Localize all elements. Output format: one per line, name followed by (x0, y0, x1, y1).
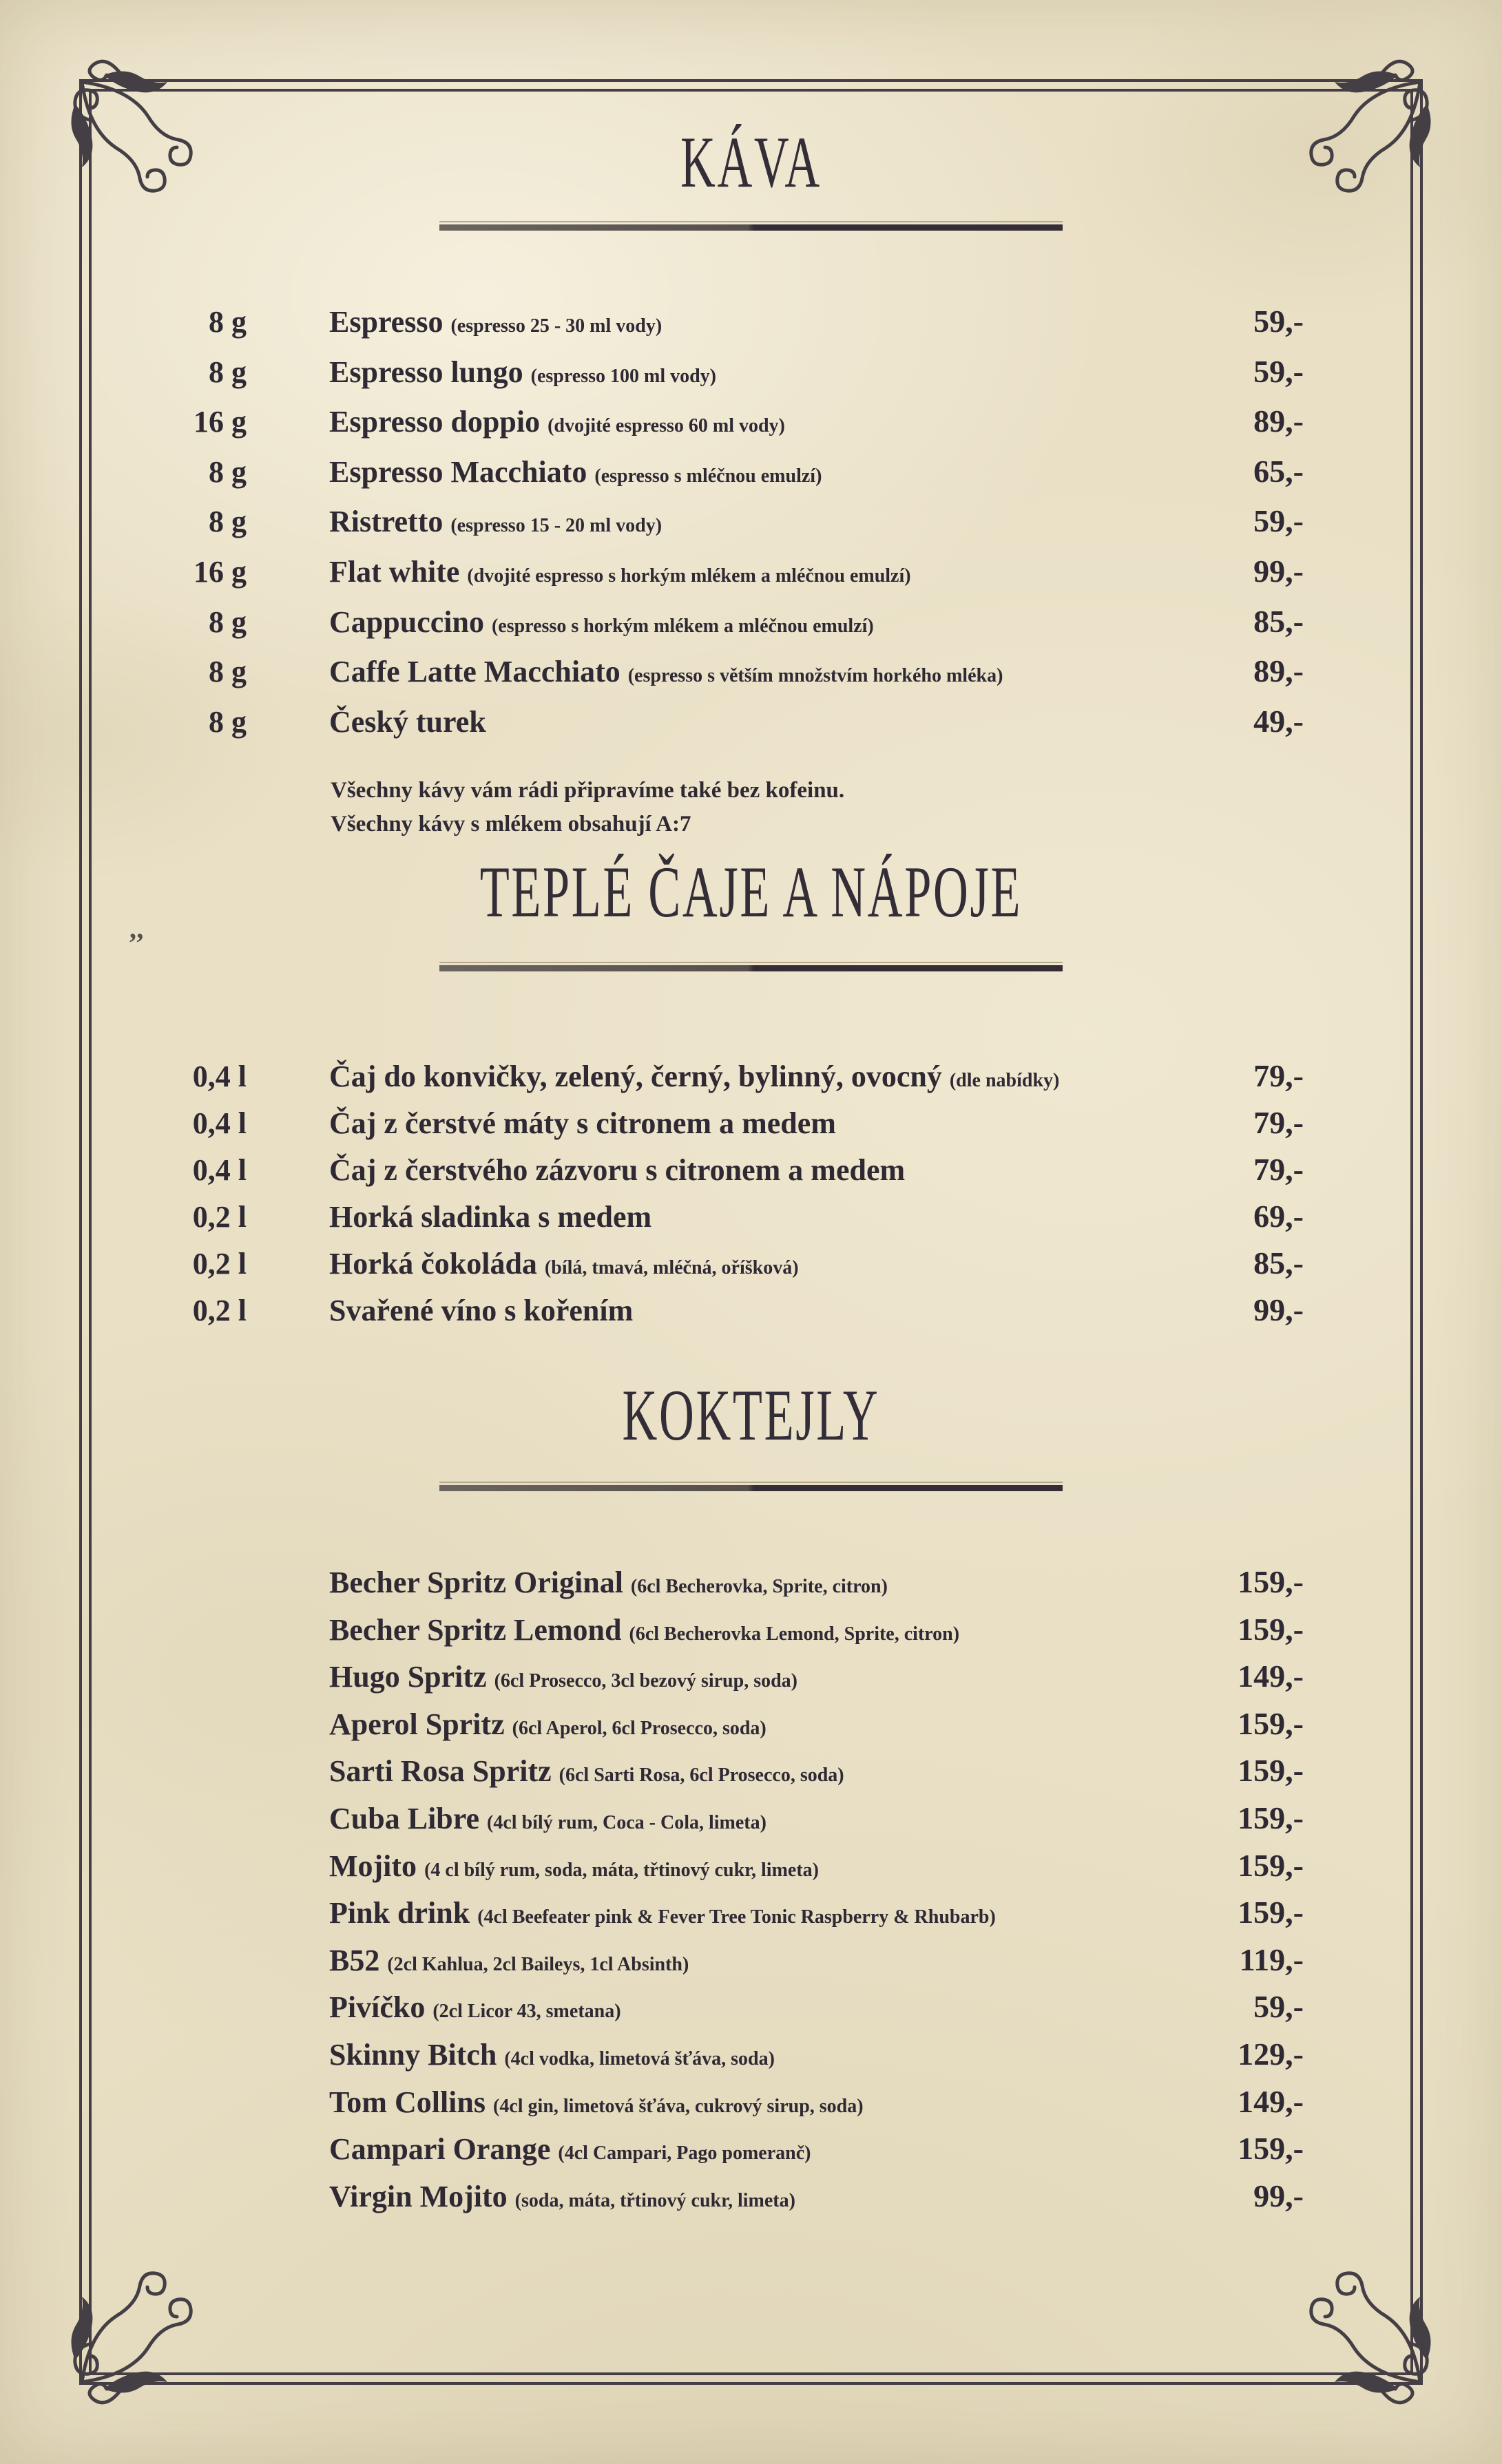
menu-item-row (176, 644, 1304, 695)
menu-item-row (176, 1839, 1304, 1886)
menu-item-row (176, 1143, 1304, 1190)
item-quantity: 8 g (209, 505, 247, 539)
item-description: (2cl Licor 43, smetana) (432, 2001, 621, 2023)
item-description: (dvojité espresso 60 ml vody) (547, 415, 785, 437)
item-price: 89,- (1253, 403, 1304, 439)
divider-thin-line (439, 221, 1063, 222)
item-price: 159,- (1238, 1753, 1304, 1789)
item-name: Mojito (329, 1849, 417, 1883)
section-title-cocktails (0, 1376, 1502, 1456)
item-price: 159,- (1238, 1705, 1304, 1741)
menu-item-row (176, 1190, 1304, 1236)
menu-item-row (176, 494, 1304, 545)
item-price: 79,- (1253, 1152, 1304, 1187)
item-quantity: 8 g (209, 355, 247, 389)
item-name: Pivíčko (329, 1990, 426, 2025)
section-title-text: KÁVA (680, 123, 822, 203)
item-name: Becher Spritz Lemond (329, 1612, 622, 1647)
item-description: (4cl Beefeater pink & Fever Tree Tonic Raspberry & Rhubarb) (477, 1906, 996, 1928)
item-name: Sarti Rosa Spritz (329, 1754, 552, 1789)
tea-item-list (0, 1049, 1502, 1330)
item-price: 85,- (1253, 1245, 1304, 1281)
item-description: (espresso s mléčnou emulzí) (594, 465, 822, 487)
item-price: 159,- (1238, 1895, 1304, 1930)
item-quantity: 16 g (194, 554, 247, 589)
divider-thin-line (439, 1482, 1063, 1483)
item-price: 49,- (1253, 703, 1304, 739)
item-name: Tom Collins (329, 2085, 486, 2119)
item-price: 59,- (1253, 353, 1304, 389)
menu-item-row (176, 2122, 1304, 2169)
menu-item-row (176, 1791, 1304, 1839)
item-description: (4 cl bílý rum, soda, máta, třtinový cukr, limeta) (424, 1859, 819, 1881)
item-name: Flat white (329, 554, 460, 589)
item-name: Virgin Mojito (329, 2179, 508, 2213)
item-description: (espresso 25 - 30 ml vody) (450, 315, 663, 337)
menu-item-row (176, 1744, 1304, 1791)
note-line: Všechny kávy s mlékem obsahují A:7 (331, 812, 691, 836)
item-name: Espresso (329, 305, 444, 339)
menu-item-row (176, 1980, 1304, 2028)
item-name: Čaj z čerstvého zázvoru s citronem a medem (329, 1153, 906, 1187)
item-description: (4cl vodka, limetová šťáva, soda) (504, 2047, 775, 2070)
menu-item-row (176, 2028, 1304, 2075)
item-price: 159,- (1238, 1800, 1304, 1835)
menu-item-row (176, 345, 1304, 395)
item-price: 59,- (1253, 1989, 1304, 2025)
menu-item-row (176, 2075, 1304, 2123)
item-quantity: 0,4 l (192, 1060, 247, 1093)
item-description: (espresso s horkým mlékem a mléčnou emulzí) (491, 615, 874, 637)
item-price: 159,- (1238, 2131, 1304, 2167)
item-quantity: 16 g (194, 405, 247, 439)
divider-bar (439, 1485, 1063, 1491)
item-description: (6cl Prosecco, 3cl bezový sirup, soda) (494, 1670, 797, 1692)
item-name: Espresso Macchiato (329, 454, 587, 489)
item-quantity: 0,2 l (192, 1247, 247, 1281)
menu-item-row (176, 695, 1304, 745)
item-price: 149,- (1238, 2083, 1304, 2119)
item-price: 59,- (1253, 304, 1304, 339)
menu-item-row (176, 1650, 1304, 1697)
item-price: 159,- (1238, 1564, 1304, 1599)
item-name: Aperol Spritz (329, 1707, 505, 1741)
item-price: 119,- (1239, 1941, 1304, 1977)
item-quantity: 0,2 l (192, 1294, 247, 1327)
item-price: 65,- (1253, 453, 1304, 489)
item-price: 129,- (1238, 2036, 1304, 2072)
item-quantity: 8 g (209, 604, 247, 639)
item-quantity: 8 g (209, 305, 247, 339)
corner-ornament-bottom-right (1293, 2255, 1459, 2421)
menu-item-row (176, 1933, 1304, 1981)
item-description: (6cl Becherovka, Sprite, citron) (630, 1576, 888, 1597)
item-price: 89,- (1253, 653, 1304, 689)
item-description: (2cl Kahlua, 2cl Baileys, 1cl Absinth) (387, 1953, 689, 1975)
item-name: Pink drink (329, 1896, 470, 1930)
item-price: 69,- (1253, 1199, 1304, 1234)
item-description: (6cl Sarti Rosa, 6cl Prosecco, soda) (559, 1765, 844, 1787)
item-name: Český turek (329, 704, 486, 739)
item-price: 79,- (1253, 1105, 1304, 1140)
menu-item-row (176, 1096, 1304, 1143)
item-price: 79,- (1253, 1058, 1304, 1093)
item-name: Čaj do konvičky, zelený, černý, bylinný, ovocný (329, 1060, 942, 1093)
section-title-coffee (0, 123, 1502, 203)
item-name: Čaj z čerstvé máty s citronem a medem (329, 1106, 836, 1140)
menu-item-row (176, 595, 1304, 645)
menu-item-row (176, 545, 1304, 595)
item-name: Hugo Spritz (329, 1660, 487, 1694)
item-quantity: 8 g (209, 704, 247, 739)
item-description: (4cl Campari, Pago pomeranč) (558, 2142, 811, 2165)
menu-item-row (176, 2169, 1304, 2217)
item-quantity: 0,4 l (192, 1153, 247, 1187)
item-price: 99,- (1253, 1292, 1304, 1327)
item-name: Svařené víno s kořením (329, 1294, 634, 1327)
item-quantity: 8 g (209, 655, 247, 689)
item-description: (espresso 100 ml vody) (530, 365, 716, 387)
item-name: Caffe Latte Macchiato (329, 655, 620, 689)
menu-item-row (176, 394, 1304, 445)
menu-item-row (176, 1603, 1304, 1650)
menu-item-row (176, 445, 1304, 495)
item-name: Campari Orange (329, 2132, 551, 2167)
menu-item-row (176, 1283, 1304, 1330)
coffee-notes (331, 774, 844, 841)
item-description: (4cl gin, limetová šťáva, cukrový sirup, soda) (493, 2095, 864, 2117)
note-line: Všechny kávy vám rádi připravíme také bez kofeinu. (331, 778, 845, 803)
section-divider (439, 962, 1063, 971)
item-quantity: 0,2 l (192, 1200, 247, 1234)
item-name: Horká sladinka s medem (329, 1200, 652, 1234)
item-name: Becher Spritz Original (329, 1566, 623, 1599)
menu-item-row (176, 1697, 1304, 1745)
divider-thin-line (439, 962, 1063, 963)
item-price: 159,- (1238, 1847, 1304, 1883)
stray-print-mark: ’’ (128, 927, 145, 958)
section-title-text: KOKTEJLY (622, 1376, 880, 1456)
divider-bar (439, 224, 1063, 231)
item-description: (bílá, tmavá, mléčná, oříšková) (544, 1257, 799, 1278)
item-price: 159,- (1238, 1611, 1304, 1647)
item-quantity: 8 g (209, 454, 247, 489)
item-price: 85,- (1253, 603, 1304, 639)
item-name: Ristretto (329, 505, 444, 539)
item-price: 99,- (1253, 2178, 1304, 2213)
menu-item-row (176, 295, 1304, 345)
item-name: Horká čokoláda (329, 1247, 537, 1281)
item-description: (espresso 15 - 20 ml vody) (450, 515, 663, 537)
item-quantity: 0,4 l (192, 1106, 247, 1140)
menu-item-row (176, 1555, 1304, 1603)
item-name: Cuba Libre (329, 1801, 480, 1835)
section-title-hot-teas (0, 852, 1502, 933)
item-description: (dle nabídky) (949, 1070, 1060, 1091)
section-title-text: TEPLÉ ČAJE A NÁPOJE (479, 852, 1023, 933)
item-description: (espresso s větším množstvím horkého mléka) (627, 665, 1003, 687)
coffee-item-list (0, 295, 1502, 744)
item-name: B52 (329, 1943, 380, 1977)
divider-bar (439, 965, 1063, 971)
item-description: (soda, máta, třtinový cukr, limeta) (514, 2189, 795, 2211)
item-name: Skinny Bitch (329, 2037, 497, 2072)
item-description: (6cl Aperol, 6cl Prosecco, soda) (512, 1717, 766, 1739)
item-description: (4cl bílý rum, Coca - Cola, limeta) (487, 1811, 766, 1833)
section-divider (439, 221, 1063, 231)
item-price: 59,- (1253, 503, 1304, 539)
item-description: (6cl Becherovka Lemond, Sprite, citron) (629, 1623, 960, 1645)
menu-item-row (176, 1049, 1304, 1096)
corner-ornament-bottom-left (43, 2255, 209, 2421)
menu-item-row (176, 1236, 1304, 1283)
item-name: Espresso doppio (329, 405, 541, 439)
section-divider (439, 1482, 1063, 1491)
item-description: (dvojité espresso s horkým mlékem a mléčnou emulzí) (467, 565, 911, 587)
cocktail-item-list (0, 1555, 1502, 2216)
item-price: 99,- (1253, 553, 1304, 589)
item-name: Cappuccino (329, 604, 484, 639)
item-name: Espresso lungo (329, 355, 523, 389)
item-price: 149,- (1238, 1659, 1304, 1694)
menu-item-row (176, 1886, 1304, 1933)
